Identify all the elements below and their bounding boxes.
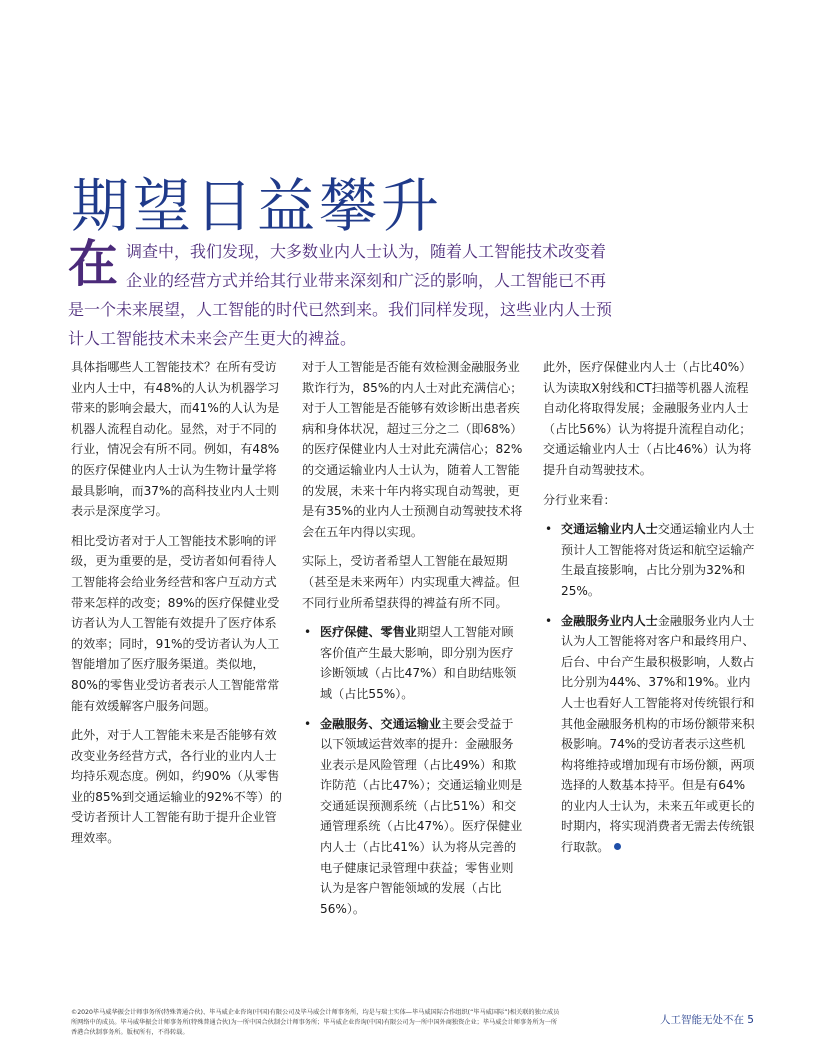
column-3 [543, 357, 757, 867]
bullet-lead: 金融服务业内人士 [561, 613, 658, 628]
column-2 [302, 357, 524, 928]
column-1 [71, 357, 283, 858]
paragraph: 相比受访者对于人工智能技术影响的评级，更为重要的是，受访者如何看待人工智能将会给业务经营和客户互动方式带来怎样的改变；89%的医疗保健业受访者认为人工智能有效提升了医疗体系的效率；同时，91%的受访者认为人工智能增加了医疗服务渠道。类似地，80%的零售业受访者表示人工智能常常能有效缓解客户服务问题。 [71, 533, 280, 713]
bullet-lead: 金融服务、交通运输业 [320, 716, 441, 731]
intro-text: 调查中，我们发现，大多数业内人士认为，随着人工智能技术改变着企业的经营方式并给其行业带来深刻和广泛的影响，人工智能已不再是一个未来展望，人工智能的时代已然到来。我们同样发现，这些业内人士预计人工智能技术未来会产生更大的裨益。 [68, 242, 613, 348]
bullet-lead: 交通运输业内人士 [561, 522, 658, 537]
bullet-text: 金融服务业内人士认为人工智能将对客户和最终用户、后台、中台产生最积极影响，人数占比分别为44%、37%和19%。业内人士也看好人工智能将对传统银行和其他金融服务机构的市场份额带来积极影响。74%的受访者表示这些机构将维持或增加现有市场份额，两项选择的人数基本持平。但是有64%的业内人士认为，未来五年或更长的时期内，将实现消费者无需去传统银行取款。 [561, 613, 755, 855]
paragraph: 此外，医疗保健业内人士（占比40%）认为读取X射线和CT扫描等机器人流程自动化将取得发展；金融服务业内人士（占比56%）认为将提升流程自动化；交通运输业内人士（占比46%）认为将提升自动驾驶技术。 [543, 360, 752, 477]
list-item [302, 714, 524, 920]
page-title: 期望日益攀升 [71, 171, 444, 240]
bullet-text: 交通运输业内人士预计人工智能将对货运和航空运输产生最直接影响，占比分别为32%和25%。 [561, 522, 755, 598]
list-item [543, 611, 757, 858]
paragraph: 具体指哪些人工智能技术？在所有受访业内人士中，有48%的人认为机器学习带来的影响会最大，而41%的人认为是机器人流程自动化。显然，对于不同的行业，情况会有所不同。例如，有48%的医疗保健业内人士认为生物计量学将最具影响，而37%的高科技业内人士则表示是深度学习。 [71, 360, 280, 519]
bullet-list [543, 519, 757, 858]
drop-cap: 在 [68, 235, 118, 293]
page-number: 人工智能无处不在 5 [659, 1014, 754, 1026]
end-dot-icon [614, 843, 621, 850]
bullet-lead: 医疗保健、零售业 [320, 625, 417, 640]
bullet-list [302, 622, 524, 919]
intro-paragraph [68, 237, 613, 353]
paragraph: 此外，对于人工智能未来是否能够有效改变业务经营方式，各行业的业内人士均持乐观态度。例如，约90%（从零售业的85%到交通运输业的92%不等）的受访者预计人工智能有助于提升企业管理效率。 [71, 728, 282, 846]
copyright-footer: ©2020毕马威华振会计师事务所(特殊普通合伙)、毕马威企业咨询(中国)有限公司及毕马威会计师事务所，均是与瑞士实体—毕马威国际合作组织(“毕马威国际”)相关联的独立成员所网络中的成员。毕马威华振会计师事务所(特殊普通合伙)为一所中国合伙制会计师事务所；毕马威企业咨询(中国)有限公司为一所中国外商独资企业；毕马威会计师事务所为一所香港合伙制事务所。版权所有，不得转载。 [71, 1009, 560, 1036]
bullet-text: 主要会受益于以下领域运营效率的提升：金融服务业表示是风险管理（占比49%）和欺诈防范（占比47%）；交通运输业则是交通延误预测系统（占比51%）和交通管理系统（占比47%）。医疗保健业内人士（占比41%）认为将从完善的电子健康记录管理中获益；零售业则认为是客户智能领域的发展（占比56%）。 [320, 716, 523, 916]
bullet-text: 期望人工智能对顾客价值产生最大影响，即分别为医疗诊断领域（占比47%）和自助结账领域（占比55%）。 [320, 625, 517, 701]
paragraph: 实际上，受访者希望人工智能在最短期（甚至是未来两年）内实现重大裨益。但不同行业所希望获得的裨益有所不同。 [302, 554, 520, 610]
list-item [543, 519, 757, 601]
paragraph: 对于人工智能是否能有效检测金融服务业欺诈行为，85%的内人士对此充满信心；对于人工智能是否能够有效诊断出患者疾病和身体状况，超过三分之二（即68%）的医疗保健业内人士对此充满信心；82%的交通运输业内人士认为，随着人工智能的发展，未来十年内将实现自动驾驶，更是有35%的业内人士预测自动驾驶技术将会在五年内得以实现。 [302, 360, 523, 539]
list-item [302, 622, 524, 704]
paragraph: 分行业来看： [543, 492, 616, 507]
